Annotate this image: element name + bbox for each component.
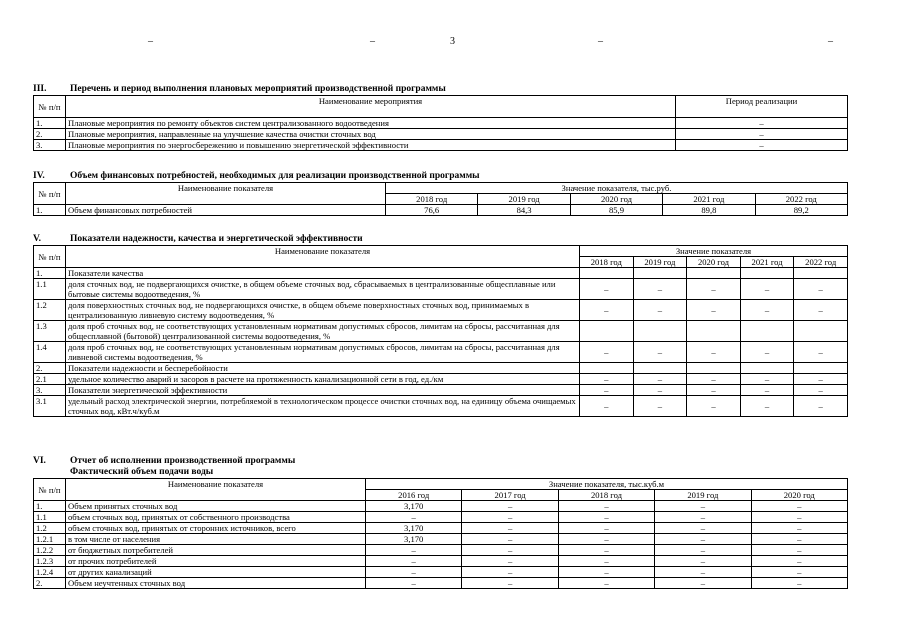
row-no: 1.4 (34, 342, 66, 363)
row-period: – (676, 118, 848, 129)
col-header-year: 2017 год (462, 490, 558, 501)
row-value (794, 321, 848, 342)
row-value: – (462, 556, 558, 567)
row-name: от прочих потребителей (66, 556, 366, 567)
col-header-year: 2020 год (570, 194, 662, 205)
row-value: – (740, 374, 794, 385)
table-row (34, 374, 848, 385)
col-header-year: 2021 год (663, 194, 755, 205)
col-header-year: 2021 год (740, 257, 794, 268)
row-value: – (687, 374, 741, 385)
table-row (34, 567, 848, 578)
row-no: 1.2 (34, 300, 66, 321)
row-value: – (462, 578, 558, 589)
table-row (34, 578, 848, 589)
col-header-no: № п/п (34, 246, 66, 268)
table-row (34, 363, 848, 374)
row-name: доля сточных вод, не подвергающихся очистке, в общем объеме сточных вод, сбрасываемых в централизованные общесплавные или бытовые системы водоотведения, % (66, 279, 580, 300)
row-value: – (794, 300, 848, 321)
col-header-year: 2020 год (687, 257, 741, 268)
table-row (34, 501, 848, 512)
row-value (794, 363, 848, 374)
row-no: 3.1 (34, 396, 66, 417)
row-value: – (655, 523, 751, 534)
section-6 (33, 456, 848, 589)
row-value: – (580, 342, 634, 363)
col-header-name: Наименование показателя (66, 246, 580, 268)
col-header-name: Наименование показателя (66, 183, 386, 205)
row-value (633, 321, 687, 342)
row-no: 2.1 (34, 374, 66, 385)
row-value (633, 268, 687, 279)
header-dash: – (828, 36, 833, 47)
row-value (580, 268, 634, 279)
section-4-heading: IV. Объем финансовых потребностей, необходимых для реализации производственной программы (33, 171, 480, 181)
row-no: 1.1 (34, 512, 66, 523)
page-number: 3 (450, 36, 455, 47)
row-value: – (580, 374, 634, 385)
row-value: – (655, 556, 751, 567)
row-value: – (751, 534, 847, 545)
table-row (34, 300, 848, 321)
row-value: – (740, 396, 794, 417)
row-value: – (366, 512, 462, 523)
row-value: – (633, 279, 687, 300)
row-value: – (366, 578, 462, 589)
row-no: 1.2.1 (34, 534, 66, 545)
row-value: – (558, 567, 654, 578)
row-value: – (740, 300, 794, 321)
row-no: 1. (34, 501, 66, 512)
row-value: – (740, 342, 794, 363)
row-value: – (633, 300, 687, 321)
row-value (740, 268, 794, 279)
section-6-subheading: Фактический объем подачи воды (70, 467, 214, 477)
header-dash: – (598, 36, 603, 47)
row-value (740, 321, 794, 342)
section-6-table (33, 478, 848, 589)
row-value: – (794, 374, 848, 385)
row-value: – (687, 342, 741, 363)
row-value: – (558, 578, 654, 589)
row-no: 1. (34, 118, 66, 129)
row-name: доля поверхностных сточных вод, не подвергающихся очистке, в общем объеме поверхностных сточных вод, принимаемых в централизованную ливневую систему водоотведения, % (66, 300, 580, 321)
col-header-year: 2019 год (655, 490, 751, 501)
row-value: – (687, 279, 741, 300)
row-value: – (740, 279, 794, 300)
row-name: объем сточных вод, принятых от сторонних источников, всего (66, 523, 366, 534)
row-name: Показатели энергетической эффективности (66, 385, 580, 396)
col-header-name: Наименование мероприятия (66, 96, 676, 118)
row-value: – (366, 567, 462, 578)
row-value: – (558, 512, 654, 523)
col-header-no: № п/п (34, 96, 66, 118)
row-name: Объем принятых сточных вод (66, 501, 366, 512)
col-header-year: 2022 год (755, 194, 847, 205)
row-value (633, 363, 687, 374)
header-dash: – (148, 36, 153, 47)
row-value: – (580, 300, 634, 321)
col-header-year: 2018 год (386, 194, 478, 205)
row-no: 1.2.3 (34, 556, 66, 567)
row-value: 85,9 (570, 205, 662, 216)
row-name: от бюджетных потребителей (66, 545, 366, 556)
row-value: – (751, 578, 847, 589)
row-value: – (462, 545, 558, 556)
row-value: – (462, 501, 558, 512)
row-name: в том числе от населения (66, 534, 366, 545)
col-header-year: 2018 год (580, 257, 634, 268)
section-6-heading: VI. Отчет об исполнении производственной программы (33, 456, 296, 466)
row-value: – (366, 545, 462, 556)
row-name: Плановые мероприятия, направленные на улучшение качества очистки сточных вод (66, 129, 676, 140)
row-value: 3,170 (366, 523, 462, 534)
row-value: – (558, 501, 654, 512)
row-value: 84,3 (478, 205, 570, 216)
row-name: удельный расход электрической энергии, потребляемой в технологическом процессе очистки сточных вод, на единицу объема очищаемых сточных вод, кВт.ч/куб.м (66, 396, 580, 417)
row-no: 1. (34, 268, 66, 279)
row-value (687, 321, 741, 342)
row-value: – (580, 396, 634, 417)
row-name: Плановые мероприятия по энергосбережению и повышению энергетической эффективности (66, 140, 676, 151)
row-value: – (558, 523, 654, 534)
row-no: 1.1 (34, 279, 66, 300)
row-no: 2. (34, 363, 66, 374)
row-name: Показатели надежности и бесперебойности (66, 363, 580, 374)
section-5 (33, 234, 848, 417)
row-value (794, 268, 848, 279)
row-name: доля проб сточных вод, не соответствующих установленным нормативам допустимых сбросов, лимитам на сбросы, рассчитанная для общесплавной (бытовой) централизованной системы водоотведения, % (66, 321, 580, 342)
row-value: – (462, 512, 558, 523)
row-value: – (633, 385, 687, 396)
row-no: 1.2.4 (34, 567, 66, 578)
col-header-year: 2020 год (751, 490, 847, 501)
row-value: – (655, 578, 751, 589)
col-header-no: № п/п (34, 479, 66, 501)
row-value: – (794, 385, 848, 396)
row-value: – (462, 534, 558, 545)
row-value: – (655, 512, 751, 523)
row-value: – (794, 279, 848, 300)
col-header-year: 2022 год (794, 257, 848, 268)
col-header-value: Значение показателя, тыс.куб.м (366, 479, 848, 490)
table-row (34, 534, 848, 545)
row-value: – (558, 545, 654, 556)
col-header-value: Значение показателя (580, 246, 848, 257)
table-row (34, 321, 848, 342)
row-value: – (794, 396, 848, 417)
row-name: доля проб сточных вод, не соответствующих установленным нормативам допустимых сбросов, лимитам на сбросы, рассчитанная для ливневой системы водоотведения, % (66, 342, 580, 363)
row-no: 1.2.2 (34, 545, 66, 556)
col-header-year: 2018 год (558, 490, 654, 501)
col-header-period: Период реализации (676, 96, 848, 118)
row-no: 3. (34, 140, 66, 151)
row-no: 1. (34, 205, 66, 216)
table-row (34, 512, 848, 523)
row-value: – (751, 501, 847, 512)
row-value: – (687, 385, 741, 396)
row-no: 1.3 (34, 321, 66, 342)
col-header-name: Наименование показателя (66, 479, 366, 501)
row-value (740, 363, 794, 374)
row-no: 3. (34, 385, 66, 396)
row-value: 89,8 (663, 205, 755, 216)
col-header-year: 2016 год (366, 490, 462, 501)
row-value: – (655, 567, 751, 578)
row-value: – (633, 396, 687, 417)
table-row (34, 556, 848, 567)
row-value: – (751, 523, 847, 534)
row-name: удельное количество аварий и засоров в расчете на протяженность канализационной сети в год, ед./км (66, 374, 580, 385)
table-row (34, 279, 848, 300)
row-no: 1.2 (34, 523, 66, 534)
row-value: – (580, 279, 634, 300)
table-row (34, 545, 848, 556)
header-dash: – (370, 36, 375, 47)
row-value (580, 363, 634, 374)
col-header-year: 2019 год (633, 257, 687, 268)
row-value: – (655, 501, 751, 512)
row-value: – (687, 300, 741, 321)
row-value (687, 268, 741, 279)
table-row (34, 523, 848, 534)
table-row (34, 385, 848, 396)
row-value: 3,170 (366, 501, 462, 512)
row-value: – (794, 342, 848, 363)
row-value: – (687, 396, 741, 417)
row-value: – (462, 523, 558, 534)
row-value: – (580, 385, 634, 396)
table-row (34, 268, 848, 279)
row-value: – (633, 374, 687, 385)
row-value: 3,170 (366, 534, 462, 545)
col-header-value: Значение показателя, тыс.руб. (386, 183, 848, 194)
row-value: 76,6 (386, 205, 478, 216)
col-header-year: 2019 год (478, 194, 570, 205)
row-no: 2. (34, 578, 66, 589)
row-period: – (676, 140, 848, 151)
table-row (34, 342, 848, 363)
section-3 (33, 84, 848, 151)
col-header-no: № п/п (34, 183, 66, 205)
section-3-table (33, 95, 848, 151)
row-value (687, 363, 741, 374)
row-period: – (676, 129, 848, 140)
section-3-heading: III. Перечень и период выполнения плановых мероприятий производственной программы (33, 84, 446, 94)
row-value: – (751, 512, 847, 523)
row-value: – (655, 534, 751, 545)
row-value: – (633, 342, 687, 363)
row-value: – (462, 567, 558, 578)
section-4-table (33, 182, 848, 216)
row-value (580, 321, 634, 342)
section-4 (33, 171, 848, 216)
row-name: Объем неучтенных сточных вод (66, 578, 366, 589)
row-value: – (751, 567, 847, 578)
row-value: – (558, 556, 654, 567)
row-value: – (366, 556, 462, 567)
row-value: – (655, 545, 751, 556)
row-value: – (740, 385, 794, 396)
table-row (34, 396, 848, 417)
row-name: Плановые мероприятия по ремонту объектов систем централизованного водоотведения (66, 118, 676, 129)
row-name: Показатели качества (66, 268, 580, 279)
row-value: 89,2 (755, 205, 847, 216)
row-value: – (558, 534, 654, 545)
row-name: Объем финансовых потребностей (66, 205, 386, 216)
section-5-heading: V. Показатели надежности, качества и энергетической эффективности (33, 234, 363, 244)
row-name: объем сточных вод, принятых от собственного производства (66, 512, 366, 523)
row-no: 2. (34, 129, 66, 140)
row-value: – (751, 556, 847, 567)
row-name: от других канализаций (66, 567, 366, 578)
section-5-table (33, 245, 848, 417)
row-value: – (751, 545, 847, 556)
